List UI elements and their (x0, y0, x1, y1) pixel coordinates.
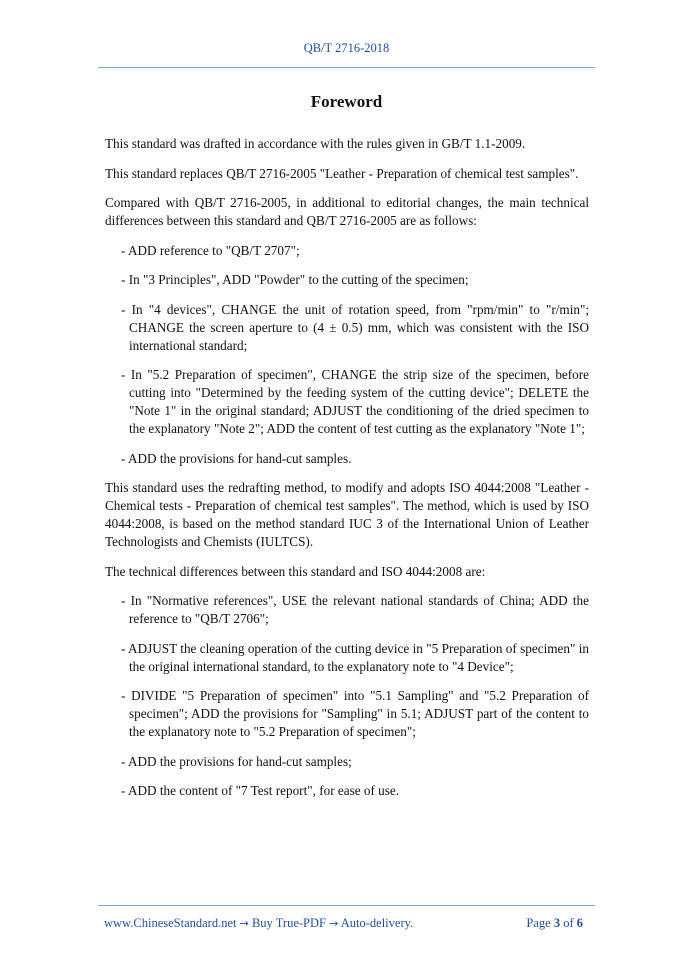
footer-divider (98, 905, 595, 906)
right-arrow-icon: → (239, 917, 249, 930)
foreword-body (105, 135, 589, 812)
page-title: Foreword (310, 92, 383, 111)
list-item: - ADJUST the cleaning operation of the cutting device in "5 Preparation of specimen" in the original international standard, to the explanatory note to "4 Device"; (121, 640, 589, 674)
paragraph-compared-with: Compared with QB/T 2716-2005, in additional to editorial changes, the main technical differences between this standard and QB/T 2716-2005 are as follows: (105, 195, 589, 228)
right-arrow-icon: → (329, 917, 339, 930)
list-item: - ADD reference to "QB/T 2707"; (121, 242, 300, 258)
paragraph-replaces: This standard replaces QB/T 2716-2005 "Leather - Preparation of chemical test samples". (105, 165, 579, 181)
page-current: 3 (553, 916, 561, 930)
iso-differences-list (105, 592, 589, 800)
paragraph-technical-differences: The technical differences between this standard and ISO 4044:2008 are: (105, 563, 486, 579)
of-label: of (563, 916, 574, 930)
list-item: - ADD the provisions for hand-cut samples; (121, 753, 352, 769)
document-code: QB/T 2716-2018 (303, 41, 390, 55)
buy-pdf-link[interactable]: Buy True-PDF (251, 916, 326, 930)
list-item: - In "Normative references", USE the relevant national standards of China; ADD the reference to "QB/T 2706"; (121, 593, 589, 626)
site-link[interactable]: www.ChineseStandard.net (104, 916, 237, 930)
auto-delivery-text: Auto-delivery. (340, 916, 414, 930)
list-item: - DIVIDE "5 Preparation of specimen" into "5.1 Sampling" and "5.2 Preparation of specimen"; ADD the provisions for "Sampling" in 5.1; ADJUST part of the content to the explanatory note to "5.2 Preparation of specimen"; (121, 688, 589, 739)
page-indicator (526, 916, 583, 931)
list-item: - In "4 devices", CHANGE the unit of rotation speed, from "rpm/min" to "r/min"; CHANGE the screen aperture to (4 ± 0.5) mm, which was consistent with the ISO international standard; (121, 301, 589, 353)
paragraph-drafting-rules: This standard was drafted in accordance with the rules given in GB/T 1.1-2009. (105, 136, 526, 151)
list-item: - In "5.2 Preparation of specimen", CHANGE the strip size of the specimen, before cutting into "Determined by the feeding system of the cutting device"; DELETE the "Note 1" in the original standard; ADJUST the conditioning of the dried specimen to the explanatory "Note 2"; ADD the content of test cutting as the explanatory "Note 1"; (121, 367, 589, 436)
running-header (98, 41, 595, 56)
footer-links (104, 916, 413, 931)
page-total: 6 (576, 916, 583, 930)
list-item: - ADD the content of "7 Test report", for ease of use. (121, 783, 400, 798)
paragraph-redrafting-method: This standard uses the redrafting method, to modify and adopts ISO 4044:2008 "Leather - Chemical tests - Preparation of chemical test samples". The method, which is used by ISO 4044:2008, is based on the method standard IUC 3 of the International Union of Leather Technologists and Chemists (IULTCS). (105, 480, 589, 549)
changes-list (105, 242, 589, 468)
header-divider (98, 67, 595, 68)
list-item: - In "3 Principles", ADD "Powder" to the cutting of the specimen; (121, 272, 469, 287)
page-label: Page (526, 916, 551, 930)
list-item: - ADD the provisions for hand-cut samples. (121, 450, 352, 466)
